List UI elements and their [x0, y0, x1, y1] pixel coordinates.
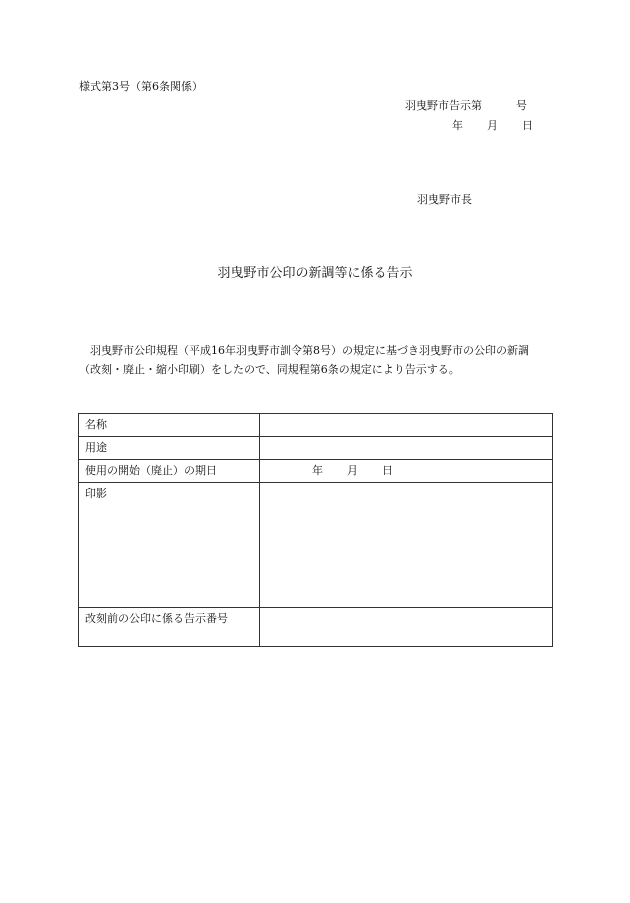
notice-number-suffix: 号	[516, 99, 527, 112]
issuer-name: 羽曳野市長	[417, 193, 472, 206]
table-row	[79, 483, 553, 608]
row-value-purpose	[260, 437, 553, 460]
row-label-name: 名称	[79, 414, 260, 437]
notice-body	[79, 341, 554, 379]
row-value-name	[260, 414, 553, 437]
notice-date-day: 日	[522, 119, 533, 132]
table-row	[79, 608, 553, 647]
row-value-start-date	[260, 460, 553, 483]
table-row	[79, 460, 553, 483]
row-value-seal-impression	[260, 483, 553, 608]
row-label-seal-impression: 印影	[79, 483, 260, 608]
document-title: 羽曳野市公印の新調等に係る告示	[217, 266, 413, 281]
row-label-previous-notice-number: 改刻前の公印に係る告示番号	[79, 608, 260, 647]
row-label-start-date: 使用の開始（廃止）の期日	[79, 460, 260, 483]
table-row	[79, 414, 553, 437]
seal-info-table	[78, 413, 553, 647]
row-label-purpose: 用途	[79, 437, 260, 460]
notice-number-prefix: 羽曳野市告示第	[405, 99, 482, 112]
row-value-previous-notice-number	[260, 608, 553, 647]
start-date-month: 月	[347, 464, 358, 477]
start-date-year: 年	[312, 464, 323, 477]
notice-date-year: 年	[452, 119, 463, 132]
notice-date-month: 月	[487, 119, 498, 132]
form-number: 様式第3号（第6条関係）	[79, 80, 203, 93]
notice-body-line-2: （改刻・廃止・縮小印刷）をしたので、同規程第6条の規定により告示する。	[79, 363, 460, 376]
table-row	[79, 437, 553, 460]
notice-number-line	[405, 99, 527, 113]
notice-date	[452, 119, 533, 133]
notice-body-line-1: 羽曳野市公印規程（平成16年羽曳野市訓令第8号）の規定に基づき羽曳野市の公印の新調	[90, 344, 529, 357]
start-date-day: 日	[382, 464, 393, 477]
